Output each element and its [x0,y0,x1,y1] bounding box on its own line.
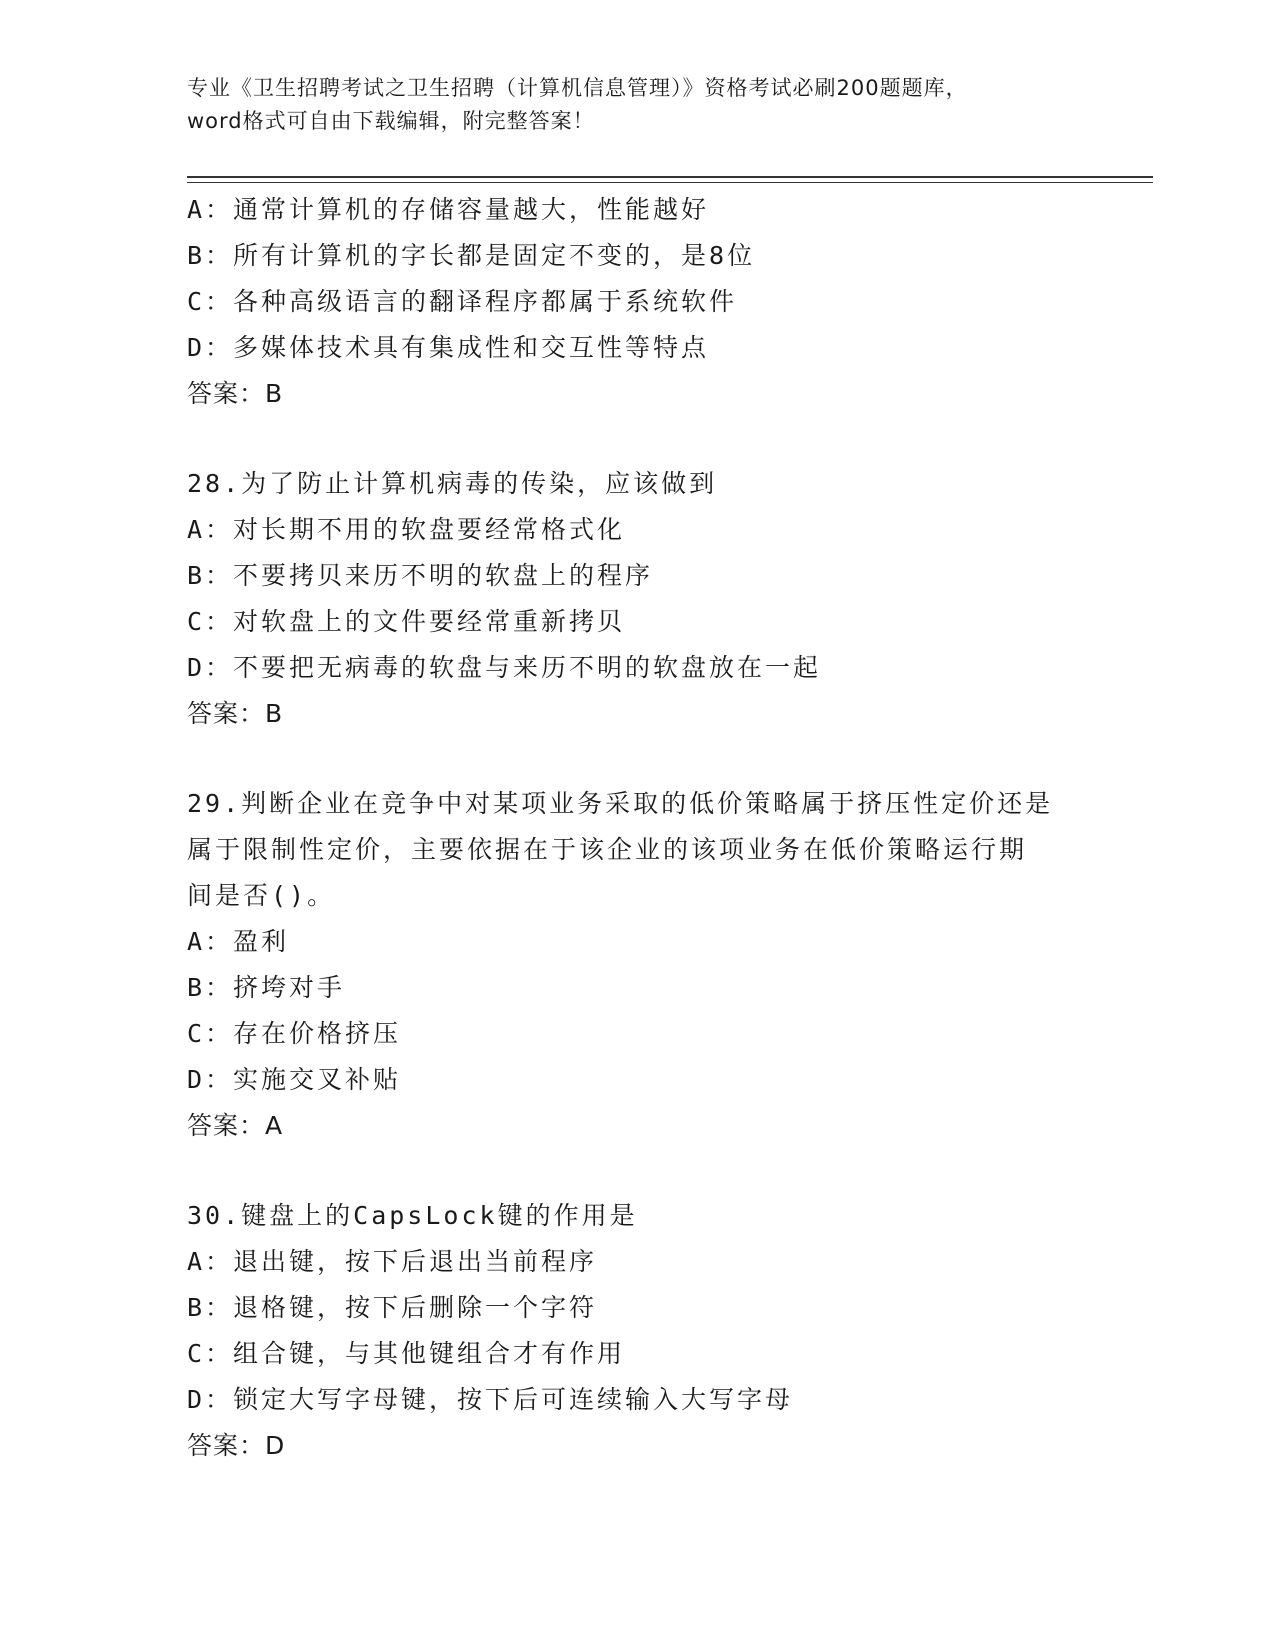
question-text-line-1: 29.判断企业在竞争中对某项业务采取的低价策略属于挤压性定价还是 [187,789,1054,818]
question-text-line-3: 间是否()。 [187,881,336,910]
option-b: B：所有计算机的字长都是固定不变的，是8位 [187,241,756,270]
spacer [187,417,1087,461]
option-a: A：盈利 [187,927,290,956]
question-27-block [187,187,1087,417]
option-d: D：不要把无病毒的软盘与来历不明的软盘放在一起 [187,653,822,682]
option-d: D：锁定大写字母键，按下后可连续输入大写字母 [187,1385,794,1414]
header-divider-thin [187,182,1153,183]
option-b: B：挤垮对手 [187,973,346,1002]
question-list [187,187,1087,1469]
option-d: D：实施交叉补贴 [187,1065,402,1094]
question-text: 30.键盘上的CapsLock键的作用是 [187,1201,638,1230]
document-header [187,72,1087,138]
option-d: D：多媒体技术具有集成性和交互性等特点 [187,333,710,362]
answer-line: 答案：A [187,1111,284,1140]
option-b: B：退格键，按下后删除一个字符 [187,1293,598,1322]
question-text-line-2: 属于限制性定价，主要依据在于该企业的该项业务在低价策略运行期 [187,835,1028,864]
answer-line: 答案：D [187,1431,286,1460]
option-c: C：组合键，与其他键组合才有作用 [187,1339,626,1368]
option-a: A：退出键，按下后退出当前程序 [187,1247,598,1276]
answer-line: 答案：B [187,379,284,408]
question-28-block [187,461,1087,737]
header-title-line-1: 专业《卫生招聘考试之卫生招聘（计算机信息管理）》资格考试必刷200题题库， [187,76,968,100]
header-divider-thick [187,176,1153,178]
option-c: C：对软盘上的文件要经常重新拷贝 [187,607,626,636]
answer-line: 答案：B [187,699,284,728]
question-29-block [187,781,1087,1149]
option-a: A：通常计算机的存储容量越大，性能越好 [187,195,710,224]
header-title-line-2: word格式可自由下载编辑，附完整答案！ [187,109,595,133]
spacer [187,1149,1087,1193]
option-b: B：不要拷贝来历不明的软盘上的程序 [187,561,654,590]
option-a: A：对长期不用的软盘要经常格式化 [187,515,626,544]
spacer [187,737,1087,781]
option-c: C：各种高级语言的翻译程序都属于系统软件 [187,287,738,316]
question-text: 28.为了防止计算机病毒的传染，应该做到 [187,469,718,498]
question-30-block [187,1193,1087,1469]
option-c: C：存在价格挤压 [187,1019,402,1048]
